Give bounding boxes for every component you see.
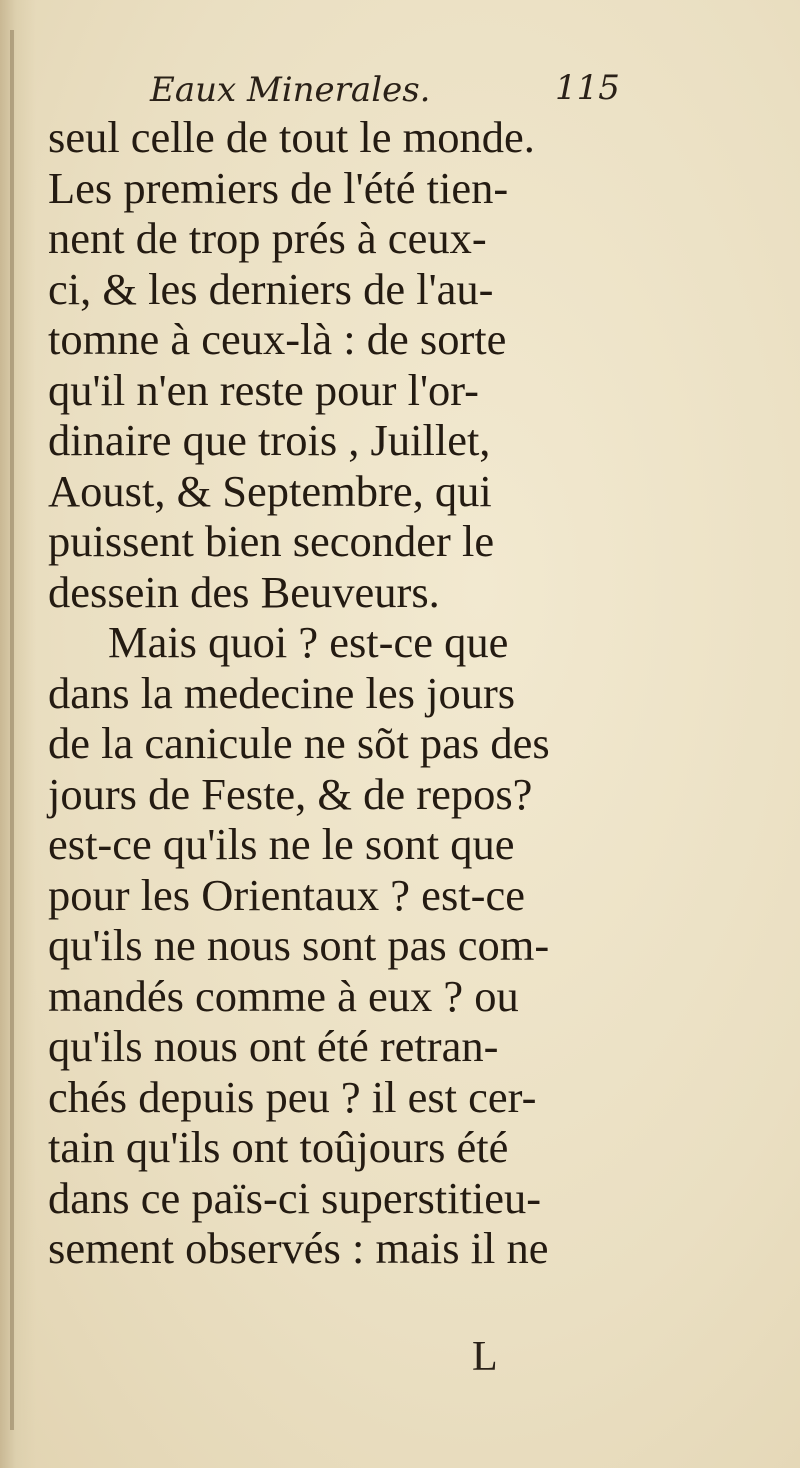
running-title: Eaux Minerales. [150,70,431,110]
text-line: ci, & les derniers de l'au- [48,263,494,314]
text-line: tain qu'ils ont toûjours été [48,1122,509,1172]
text-line: est-ce qu'ils ne le sont que [48,819,515,869]
text-line: Mais quoi ? est-ce que [108,617,509,667]
signature-mark: L [472,1334,498,1380]
text-line: dessein des Beuveurs. [48,566,440,617]
text-line: dans la medecine les jours [48,667,516,718]
text-line: jours de Feste, & de repos? [48,768,533,819]
text-line: dinaire que trois , Juillet, [48,415,491,465]
text-line: tomne à ceux-là : de sorte [48,314,507,364]
body-text [48,112,608,1274]
binding-edge [10,30,14,1430]
text-line: qu'ils nous ont été retran- [48,1021,499,1071]
text-line: puissent bien seconder le [48,516,495,566]
text-line: nent de trop prés à ceux- [48,213,487,263]
text-line: qu'il n'en reste pour l'or- [48,364,479,415]
text-line: de la canicule ne sõt pas des [48,718,550,768]
text-line: seul celle de tout le monde. [48,112,535,162]
page-number: 115 [555,68,620,108]
text-line: mandés comme à eux ? ou [48,970,519,1021]
text-line: Les premiers de l'été tien- [48,162,509,213]
text-line: chés depuis peu ? il est cer- [48,1071,537,1122]
text-line: pour les Orientaux ? est-ce [48,869,525,920]
text-line: dans ce païs-ci superstitieu- [48,1172,542,1223]
text-line: sement observés : mais il ne [48,1223,549,1273]
text-line: qu'ils ne nous sont pas com- [48,920,550,970]
text-line: Aoust, & Septembre, qui [48,465,492,516]
page-gutter [0,0,36,1468]
